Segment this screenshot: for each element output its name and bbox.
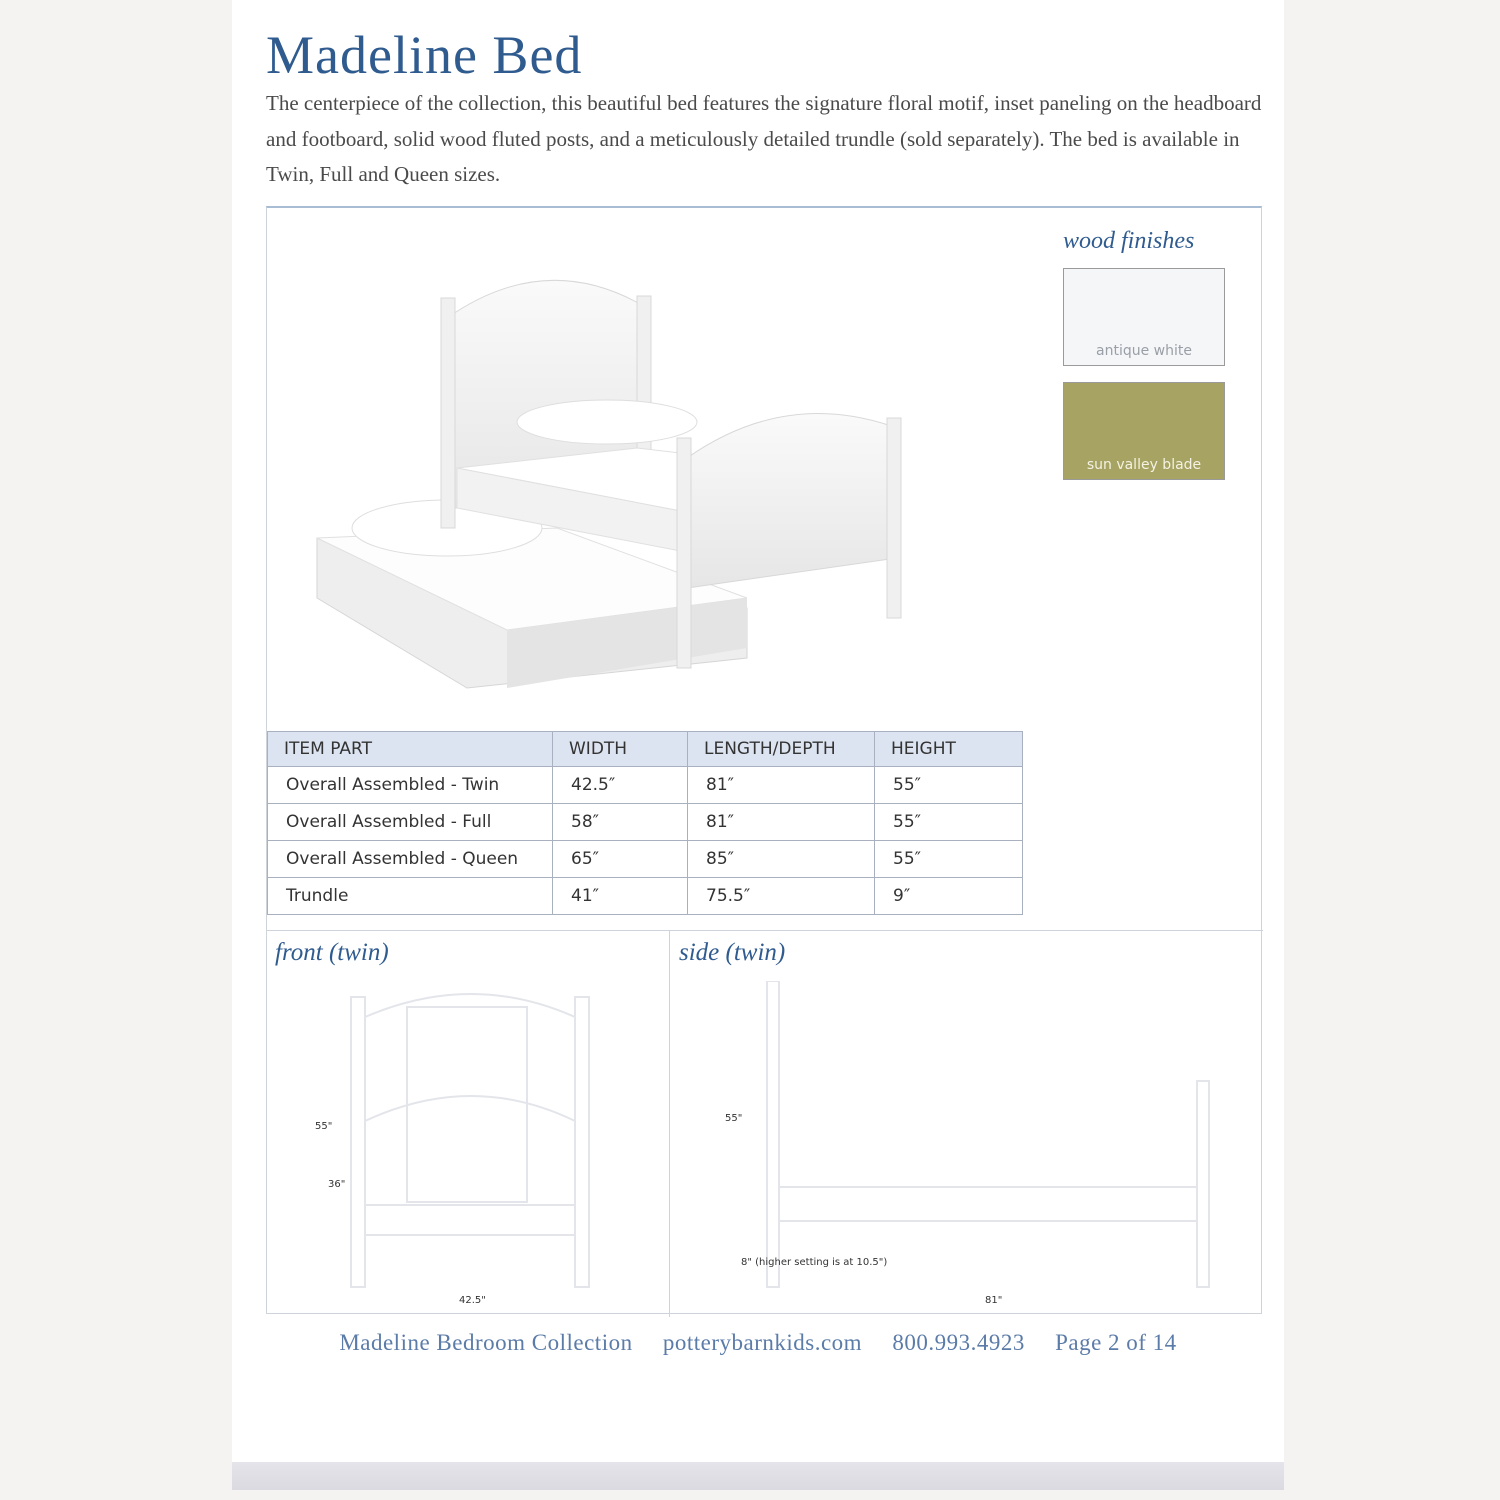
dimensions-table <box>267 731 1023 915</box>
elevation-drawings <box>267 930 1263 1317</box>
table-cell: 85″ <box>688 841 875 878</box>
bed-photo <box>307 238 927 708</box>
table-cell: 41″ <box>553 878 688 915</box>
section-divider <box>669 931 670 1317</box>
table-header-row <box>268 732 1023 767</box>
page-title: Madeline Bed <box>266 25 583 85</box>
wood-finishes-title: wood finishes <box>1063 228 1195 254</box>
side-view-drawing <box>763 981 1223 1291</box>
footer-collection: Madeline Bedroom Collection <box>339 1330 633 1355</box>
front-width-label: 42.5" <box>459 1295 486 1306</box>
footer-website-link[interactable]: potterybarnkids.com <box>662 1330 863 1355</box>
side-length-label: 81" <box>985 1295 1003 1306</box>
front-height-label: 55" <box>315 1121 333 1132</box>
column-header: ITEM PART <box>268 732 553 767</box>
catalog-page <box>232 0 1284 1462</box>
table-cell: 9″ <box>875 878 1023 915</box>
table-cell: 42.5″ <box>553 767 688 804</box>
footer-page-number: Page 2 of 14 <box>1055 1330 1177 1355</box>
side-height-label: 55" <box>725 1113 743 1124</box>
finish-swatch-sun-valley-blade[interactable] <box>1063 382 1225 480</box>
product-panel <box>266 206 1262 1314</box>
front-view-label: front (twin) <box>275 939 389 966</box>
table-cell: 58″ <box>553 804 688 841</box>
footer-phone: 800.993.4923 <box>892 1330 1025 1355</box>
table-row <box>268 767 1023 804</box>
table-cell: Overall Assembled - Twin <box>268 767 553 804</box>
side-view-label: side (twin) <box>679 939 786 966</box>
swatch-label: sun valley blade <box>1086 457 1202 473</box>
table-row <box>268 841 1023 878</box>
table-cell: Overall Assembled - Full <box>268 804 553 841</box>
table-cell: 55″ <box>875 767 1023 804</box>
page-footer <box>232 1330 1284 1356</box>
table-cell: Trundle <box>268 878 553 915</box>
side-rail-note: 8" (higher setting is at 10.5") <box>741 1257 888 1268</box>
table-cell: 65″ <box>553 841 688 878</box>
table-cell: 75.5″ <box>688 878 875 915</box>
finish-swatch-antique-white[interactable] <box>1063 268 1225 366</box>
swatch-label: antique white <box>1096 343 1192 359</box>
table-cell: 55″ <box>875 804 1023 841</box>
table-row <box>268 878 1023 915</box>
column-header: HEIGHT <box>875 732 1023 767</box>
front-footboard-height-label: 36" <box>328 1179 346 1190</box>
front-view-drawing <box>347 981 607 1291</box>
table-cell: Overall Assembled - Queen <box>268 841 553 878</box>
table-cell: 81″ <box>688 804 875 841</box>
viewer-bottom-bar <box>232 1462 1284 1490</box>
table-row <box>268 804 1023 841</box>
table-cell: 55″ <box>875 841 1023 878</box>
table-cell: 81″ <box>688 767 875 804</box>
column-header: LENGTH/DEPTH <box>688 732 875 767</box>
column-header: WIDTH <box>553 732 688 767</box>
product-description: The centerpiece of the collection, this beautiful bed features the signature floral motif, inset paneling on the headboard and footboard, solid wood fluted posts, and a meticulously detailed trundle (sold separately). The bed is available in Twin, Full and Queen sizes. <box>266 91 1262 186</box>
